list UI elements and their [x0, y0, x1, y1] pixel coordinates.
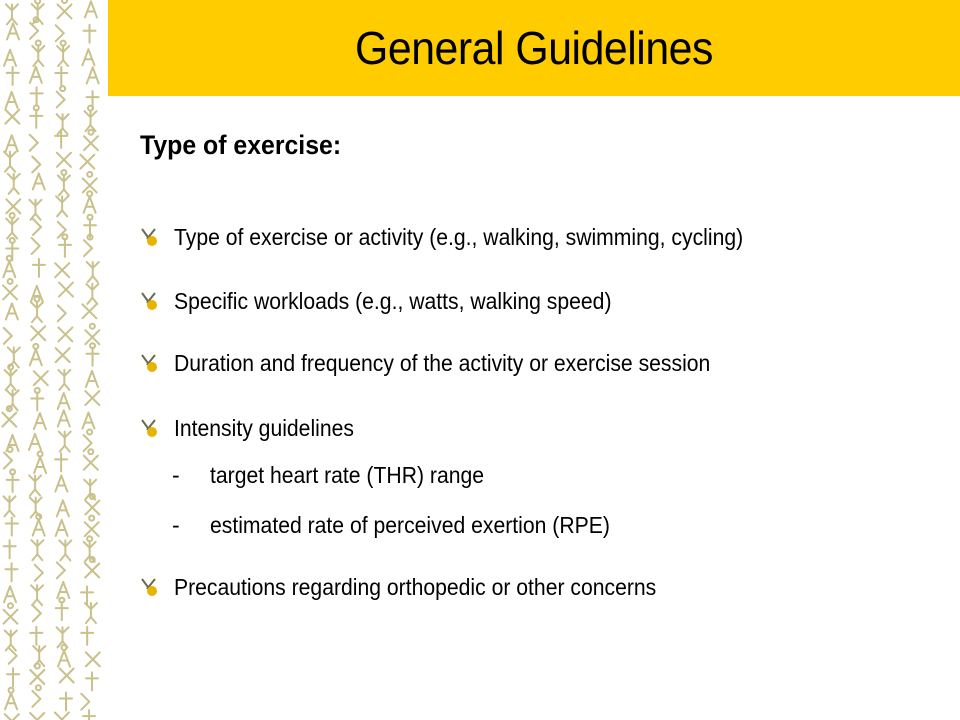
pattern-stroke	[4, 453, 12, 461]
pattern-stroke	[64, 189, 69, 195]
pattern-dot	[62, 0, 67, 3]
pattern-stroke	[86, 371, 92, 387]
pattern-stroke	[30, 489, 35, 495]
pattern-dot	[8, 365, 13, 370]
pattern-stroke	[33, 60, 38, 66]
pattern-stroke	[57, 92, 65, 100]
pattern-dot	[10, 213, 15, 218]
pattern-dot	[61, 41, 66, 46]
pattern-stroke	[12, 92, 18, 108]
pattern-stroke	[32, 699, 40, 707]
pattern-stroke	[9, 510, 14, 516]
pattern-stroke	[91, 1, 97, 17]
pattern-stroke	[60, 554, 65, 560]
section-subheading: Type of exercise:	[140, 130, 342, 160]
wheat-bullet-icon	[138, 226, 160, 248]
pattern-stroke	[64, 651, 70, 667]
pattern-stroke	[37, 599, 42, 605]
pattern-stroke	[32, 164, 40, 172]
pattern-stroke	[82, 49, 88, 65]
pattern-stroke	[86, 617, 91, 623]
pattern-dot	[7, 256, 12, 261]
pattern-stroke	[55, 476, 61, 492]
pattern-stroke	[92, 298, 97, 304]
pattern-stroke	[56, 25, 64, 33]
pattern-stroke	[14, 361, 19, 367]
pattern-stroke	[32, 246, 40, 254]
pattern-stroke	[62, 520, 68, 536]
pattern-stroke	[58, 305, 66, 313]
pattern-dot	[87, 191, 92, 196]
pattern-stroke	[87, 298, 92, 304]
pattern-stroke	[57, 562, 65, 570]
pattern-stroke	[39, 174, 45, 190]
pattern-stroke	[30, 23, 38, 31]
pattern-stroke	[13, 435, 19, 451]
pattern-stroke	[32, 316, 37, 322]
pattern-stroke	[34, 457, 40, 473]
dash-marker: -	[172, 462, 180, 488]
pattern-stroke	[13, 404, 18, 410]
pattern-stroke	[60, 446, 65, 452]
pattern-stroke	[38, 60, 43, 66]
intensity-sub-item	[172, 459, 872, 491]
pattern-stroke	[63, 128, 68, 134]
pattern-stroke	[12, 304, 18, 320]
pattern-dot	[59, 598, 64, 603]
pattern-stroke	[9, 188, 14, 194]
pattern-stroke	[33, 613, 41, 621]
pattern-stroke	[14, 188, 19, 194]
pattern-stroke	[81, 702, 89, 710]
pattern-stroke	[30, 31, 38, 39]
pattern-stroke	[35, 214, 40, 220]
slide-title: General Guidelines	[355, 22, 713, 74]
pattern-dot	[88, 130, 93, 135]
pattern-stroke	[58, 651, 64, 667]
pattern-stroke	[32, 238, 40, 246]
pattern-stroke	[59, 189, 64, 195]
pattern-dot	[60, 86, 65, 91]
pattern-stroke	[5, 693, 11, 709]
pattern-stroke	[40, 457, 46, 473]
pattern-stroke	[56, 520, 62, 536]
pattern-stroke	[84, 197, 90, 213]
pattern-dot	[35, 388, 40, 393]
pattern-stroke	[11, 693, 17, 709]
bullet-text: Intensity guidelines	[174, 415, 354, 441]
pattern-stroke	[65, 446, 70, 452]
pattern-stroke	[58, 60, 63, 66]
pattern-stroke	[62, 210, 67, 216]
glyph-pattern-graphic	[0, 0, 108, 720]
pattern-stroke	[9, 261, 15, 277]
dash-marker: -	[172, 512, 180, 538]
pattern-stroke	[87, 67, 93, 83]
pattern-stroke	[10, 586, 16, 602]
bullet-text: Type of exercise or activity (e.g., walking, swimming, cycling)	[174, 224, 744, 250]
pattern-stroke	[35, 489, 40, 495]
pattern-stroke	[35, 434, 41, 450]
intensity-sub-item	[172, 509, 872, 541]
bullet-item	[138, 346, 938, 380]
pattern-stroke	[84, 240, 92, 248]
pattern-stroke	[58, 313, 66, 321]
pattern-stroke	[84, 435, 92, 443]
pattern-stroke	[57, 210, 62, 216]
pattern-stroke	[57, 582, 63, 598]
pattern-dot	[34, 297, 39, 302]
pattern-stroke	[85, 1, 91, 17]
pattern-stroke	[32, 554, 37, 560]
pattern-stroke	[57, 500, 63, 516]
pattern-dot	[36, 40, 41, 45]
pattern-stroke	[84, 248, 92, 256]
pattern-stroke	[81, 694, 89, 702]
pattern-dot	[88, 449, 93, 454]
pattern-stroke	[39, 520, 45, 536]
wheat-bullet-icon	[138, 576, 160, 598]
pattern-dot	[88, 106, 93, 111]
pattern-stroke	[35, 573, 43, 581]
pattern-dot	[8, 447, 13, 452]
pattern-dot	[34, 105, 39, 110]
pattern-stroke	[30, 349, 36, 365]
pattern-stroke	[13, 23, 19, 39]
pattern-stroke	[7, 23, 13, 39]
pattern-stroke	[4, 461, 12, 469]
bullet-text: Specific workloads (e.g., watts, walking speed)	[174, 288, 612, 314]
pattern-stroke	[36, 67, 42, 83]
pattern-stroke	[35, 565, 43, 573]
pattern-dot	[36, 685, 41, 690]
pattern-stroke	[32, 691, 40, 699]
pattern-stroke	[65, 554, 70, 560]
pattern-stroke	[32, 156, 40, 164]
pattern-stroke	[5, 166, 10, 172]
pattern-stroke	[33, 520, 39, 536]
pattern-stroke	[90, 197, 96, 213]
pattern-stroke	[88, 276, 93, 282]
pattern-stroke	[11, 384, 16, 390]
pattern-dot	[8, 603, 13, 608]
pattern-dot	[10, 469, 15, 474]
pattern-stroke	[6, 135, 12, 151]
pattern-stroke	[7, 18, 12, 24]
pattern-stroke	[64, 384, 69, 390]
pattern-stroke	[6, 384, 11, 390]
pattern-stroke	[30, 67, 36, 83]
pattern-stroke	[63, 60, 68, 66]
pattern-stroke	[63, 582, 69, 598]
pattern-stroke	[58, 222, 66, 230]
pattern-stroke	[93, 276, 98, 282]
pattern-dot	[9, 688, 14, 693]
pattern-stroke	[88, 413, 94, 429]
pattern-stroke	[9, 656, 17, 664]
sub-item-text: target heart rate (THR) range	[210, 462, 485, 488]
pattern-dot	[62, 234, 67, 239]
pattern-dot	[33, 344, 38, 349]
pattern-stroke	[59, 384, 64, 390]
pattern-stroke	[4, 510, 9, 516]
pattern-dot	[38, 452, 43, 457]
pattern-stroke	[92, 371, 98, 387]
pattern-dot	[89, 516, 94, 521]
pattern-stroke	[93, 67, 99, 83]
pattern-stroke	[30, 135, 38, 143]
pattern-dot	[35, 0, 40, 4]
pattern-dot	[10, 238, 15, 243]
pattern-dot	[87, 172, 92, 177]
wheat-bullet-icon	[138, 290, 160, 312]
bullet-text: Precautions regarding orthopedic or other concerns	[174, 574, 657, 600]
pattern-dot	[61, 170, 66, 175]
pattern-dot	[87, 430, 92, 435]
pattern-stroke	[82, 413, 88, 429]
pattern-stroke	[6, 92, 12, 108]
pattern-stroke	[31, 511, 36, 517]
pattern-stroke	[33, 605, 41, 613]
sub-item-text: estimated rate of perceived exertion (RPE)	[210, 512, 610, 538]
pattern-stroke	[57, 100, 65, 108]
pattern-dot	[62, 645, 67, 650]
pattern-stroke	[4, 328, 12, 336]
bullet-item	[138, 411, 938, 445]
wheat-bullet-icon	[138, 352, 160, 374]
bullet-item	[138, 220, 938, 254]
pattern-stroke	[29, 434, 35, 450]
pattern-stroke	[37, 554, 42, 560]
pattern-stroke	[4, 586, 10, 602]
pattern-dot	[87, 215, 92, 220]
pattern-dot	[8, 279, 13, 284]
pattern-stroke	[37, 316, 42, 322]
wheat-bullet-icon	[138, 417, 160, 439]
pattern-stroke	[33, 227, 41, 235]
pattern-dot	[87, 536, 92, 541]
pattern-stroke	[30, 143, 38, 151]
pattern-stroke	[91, 617, 96, 623]
bullet-item	[138, 570, 938, 604]
pattern-stroke	[61, 476, 67, 492]
pattern-stroke	[57, 570, 65, 578]
bullet-text: Duration and frequency of the activity or exercise session	[174, 350, 711, 376]
pattern-stroke	[58, 393, 64, 409]
pattern-stroke	[12, 135, 18, 151]
pattern-stroke	[4, 336, 12, 344]
pattern-stroke	[64, 410, 70, 426]
pattern-stroke	[58, 410, 64, 426]
pattern-stroke	[34, 413, 40, 429]
pattern-stroke	[64, 393, 70, 409]
pattern-stroke	[40, 413, 46, 429]
pattern-stroke	[88, 49, 94, 65]
pattern-stroke	[36, 349, 42, 365]
pattern-dot	[90, 343, 95, 348]
pattern-stroke	[4, 50, 10, 66]
pattern-stroke	[3, 261, 9, 277]
pattern-stroke	[63, 500, 69, 516]
decorative-pattern	[0, 0, 108, 720]
pattern-stroke	[10, 166, 15, 172]
pattern-stroke	[33, 174, 39, 190]
pattern-dot	[90, 324, 95, 329]
pattern-stroke	[6, 304, 12, 320]
bullet-item	[138, 284, 938, 318]
pattern-dot	[35, 663, 40, 668]
pattern-stroke	[10, 50, 16, 66]
